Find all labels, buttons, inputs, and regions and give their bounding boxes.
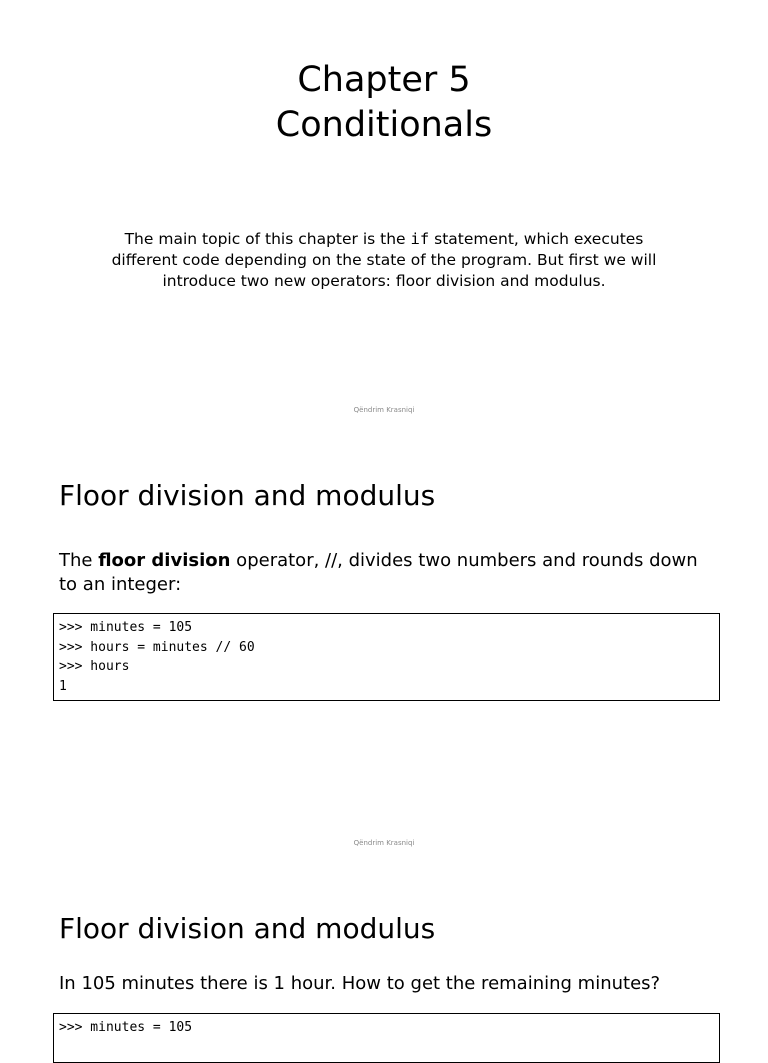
code-line: >>> minutes = 105 (59, 1020, 193, 1035)
code-line: >>> minutes = 105 (59, 620, 193, 635)
intro-code-if: if (410, 230, 430, 248)
code-line: 1 (59, 678, 67, 694)
chapter-name: Conditionals (275, 105, 493, 145)
code-block (53, 613, 720, 701)
slide-floor-division (0, 433, 768, 866)
intro-text-end: statement, which executes different code depending on the state of the program. But first we will introduce two new operators: floor division and modulus. (111, 230, 657, 290)
slide-footer: Qëndrim Krasniqi (353, 406, 415, 414)
slide-text (59, 549, 709, 597)
chapter-intro (100, 229, 668, 292)
text-bold-term: floor division (98, 550, 231, 571)
code-block (53, 1013, 720, 1063)
intro-text-start: The main topic of this chapter is the (124, 230, 411, 248)
code-line: >>> hours = minutes // 60 (59, 639, 255, 655)
slide-text: In 105 minutes there is 1 hour. How to get the remaining minutes? (59, 973, 661, 994)
slide-heading: Floor division and modulus (59, 912, 436, 945)
slide-title (0, 0, 768, 433)
text-end: operator, //, divides two numbers and rounds down to an integer: (59, 550, 698, 595)
text-start: The (59, 550, 99, 571)
chapter-title (0, 58, 768, 148)
slide-footer: Qëndrim Krasniqi (353, 839, 415, 847)
code-line: >>> hours (59, 659, 130, 674)
chapter-number: Chapter 5 (297, 60, 471, 100)
slide-heading: Floor division and modulus (59, 479, 436, 512)
slide-modulus (0, 866, 768, 1035)
